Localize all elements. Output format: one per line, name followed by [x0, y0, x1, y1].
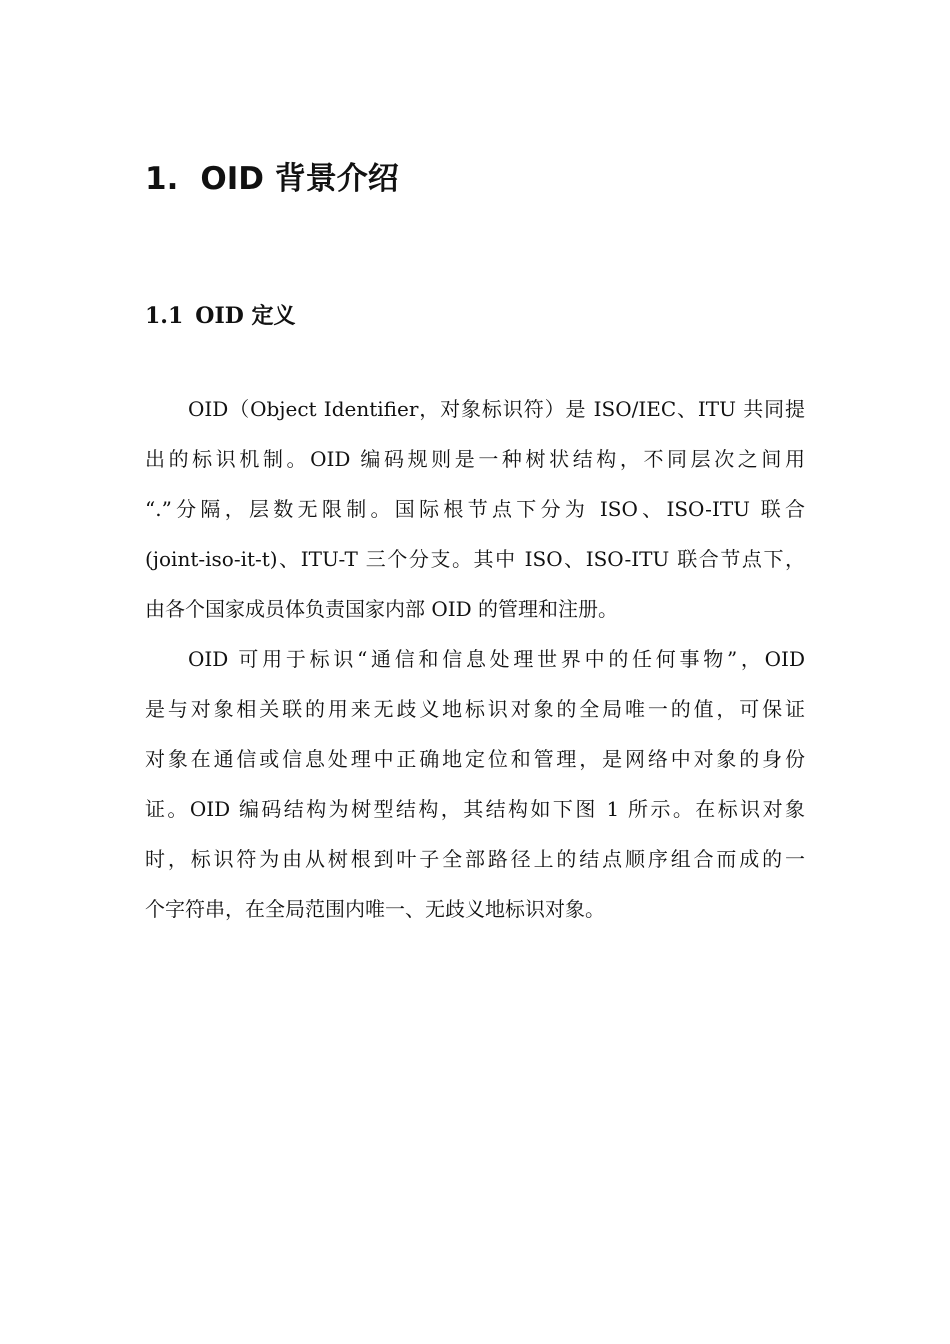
paragraph-line: “.”分隔，层数无限制。国际根节点下分为 ISO、ISO-ITU 联合: [145, 497, 805, 521]
paragraph-line: OID（Object Identifier，对象标识符）是 ISO/IEC、ITU 共同提: [188, 397, 805, 421]
paragraph-line: 对象在通信或信息处理中正确地定位和管理，是网络中对象的身份: [145, 747, 805, 771]
subsection-title: OID 定义: [195, 303, 296, 329]
subsection-heading: [145, 298, 295, 334]
paragraph-line: 个字符串，在全局范围内唯一、无歧义地标识对象。: [145, 897, 605, 921]
subsection-number: 1.1: [145, 303, 184, 329]
paragraph-line: OID 可用于标识“通信和信息处理世界中的任何事物”，OID: [188, 647, 805, 671]
section-title: OID 背景介绍: [200, 161, 399, 197]
section-heading: [145, 155, 399, 203]
paragraph-line: (joint-iso-it-t)、ITU-T 三个分支。其中 ISO、ISO-ITU 联合节点下，: [145, 547, 805, 571]
paragraph-line: 是与对象相关联的用来无歧义地标识对象的全局唯一的值，可保证: [145, 697, 805, 721]
paragraph-line: 出的标识机制。OID 编码规则是一种树状结构，不同层次之间用: [145, 447, 805, 471]
body-text: [145, 384, 805, 934]
paragraph: [145, 634, 805, 934]
paragraph: [145, 384, 805, 634]
section-number: 1.: [145, 161, 179, 197]
paragraph-line: 证。OID 编码结构为树型结构，其结构如下图 1 所示。在标识对象: [145, 797, 805, 821]
paragraph-line: 时，标识符为由从树根到叶子全部路径上的结点顺序组合而成的一: [145, 847, 805, 871]
paragraph-line: 由各个国家成员体负责国家内部 OID 的管理和注册。: [145, 597, 619, 621]
